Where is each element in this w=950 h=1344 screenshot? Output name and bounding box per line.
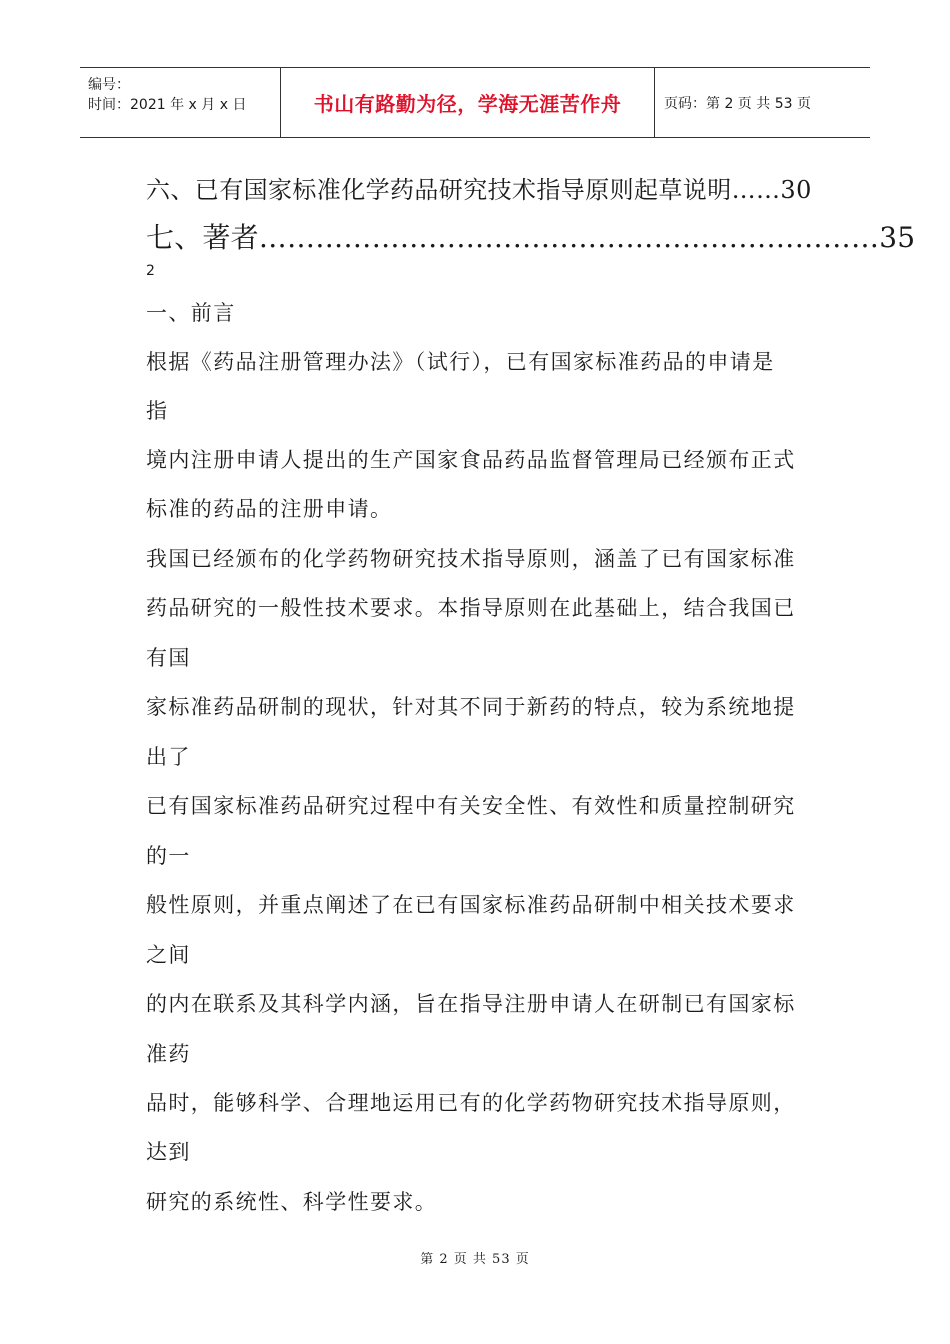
body-line: 的内在联系及其科学内涵，旨在指导注册申请人在研制已有国家标 <box>146 992 796 1016</box>
header-motto: 书山有路勤为径，学海无涯苦作舟 <box>313 92 622 116</box>
body-line: 达到 <box>146 1140 191 1164</box>
body-line: 家标准药品研制的现状，针对其不同于新药的特点，较为系统地提 <box>146 695 796 719</box>
toc-entry-6: 六、已有国家标准化学药品研究技术指导原则起草说明……30 <box>146 176 812 204</box>
body-line: 之间 <box>146 943 191 967</box>
body-line: 有国 <box>146 646 191 670</box>
body-line: 品时，能够科学、合理地运用已有的化学药物研究技术指导原则， <box>146 1091 796 1115</box>
document-time-label: 时间：2021 年 x 月 x 日 <box>88 97 247 113</box>
page-footer: 第 2 页 共 53 页 <box>420 1252 530 1267</box>
body-line: 指 <box>146 399 169 423</box>
body-line: 准药 <box>146 1042 191 1066</box>
document-number-label: 编号： <box>88 77 130 93</box>
body-line: 已有国家标准药品研究过程中有关安全性、有效性和质量控制研究 <box>146 794 796 818</box>
body-line: 般性原则，并重点阐述了在已有国家标准药品研制中相关技术要求 <box>146 893 796 917</box>
body-line: 我国已经颁布的化学药物研究技术指导原则，涵盖了已有国家标准 <box>146 547 796 571</box>
section-heading: 一、前言 <box>146 301 236 325</box>
header-meta-cell <box>80 68 280 137</box>
toc-entry-7: 七、著者…………………………………………………………35 <box>146 221 916 254</box>
body-line: 的一 <box>146 844 191 868</box>
header-divider <box>654 68 655 137</box>
body-line: 根据《药品注册管理办法》（试行），已有国家标准药品的申请是 <box>146 350 775 374</box>
header-page-info: 页码：第 2 页 共 53 页 <box>664 96 811 112</box>
page-marker: 2 <box>146 263 155 279</box>
body-line: 境内注册申请人提出的生产国家食品药品监督管理局已经颁布正式 <box>146 448 796 472</box>
body-line: 研究的系统性、科学性要求。 <box>146 1190 438 1214</box>
body-line: 药品研究的一般性技术要求。本指导原则在此基础上，结合我国已 <box>146 596 796 620</box>
body-line: 标准的药品的注册申请。 <box>146 497 393 521</box>
header-table <box>80 67 870 138</box>
body-line: 出了 <box>146 745 191 769</box>
